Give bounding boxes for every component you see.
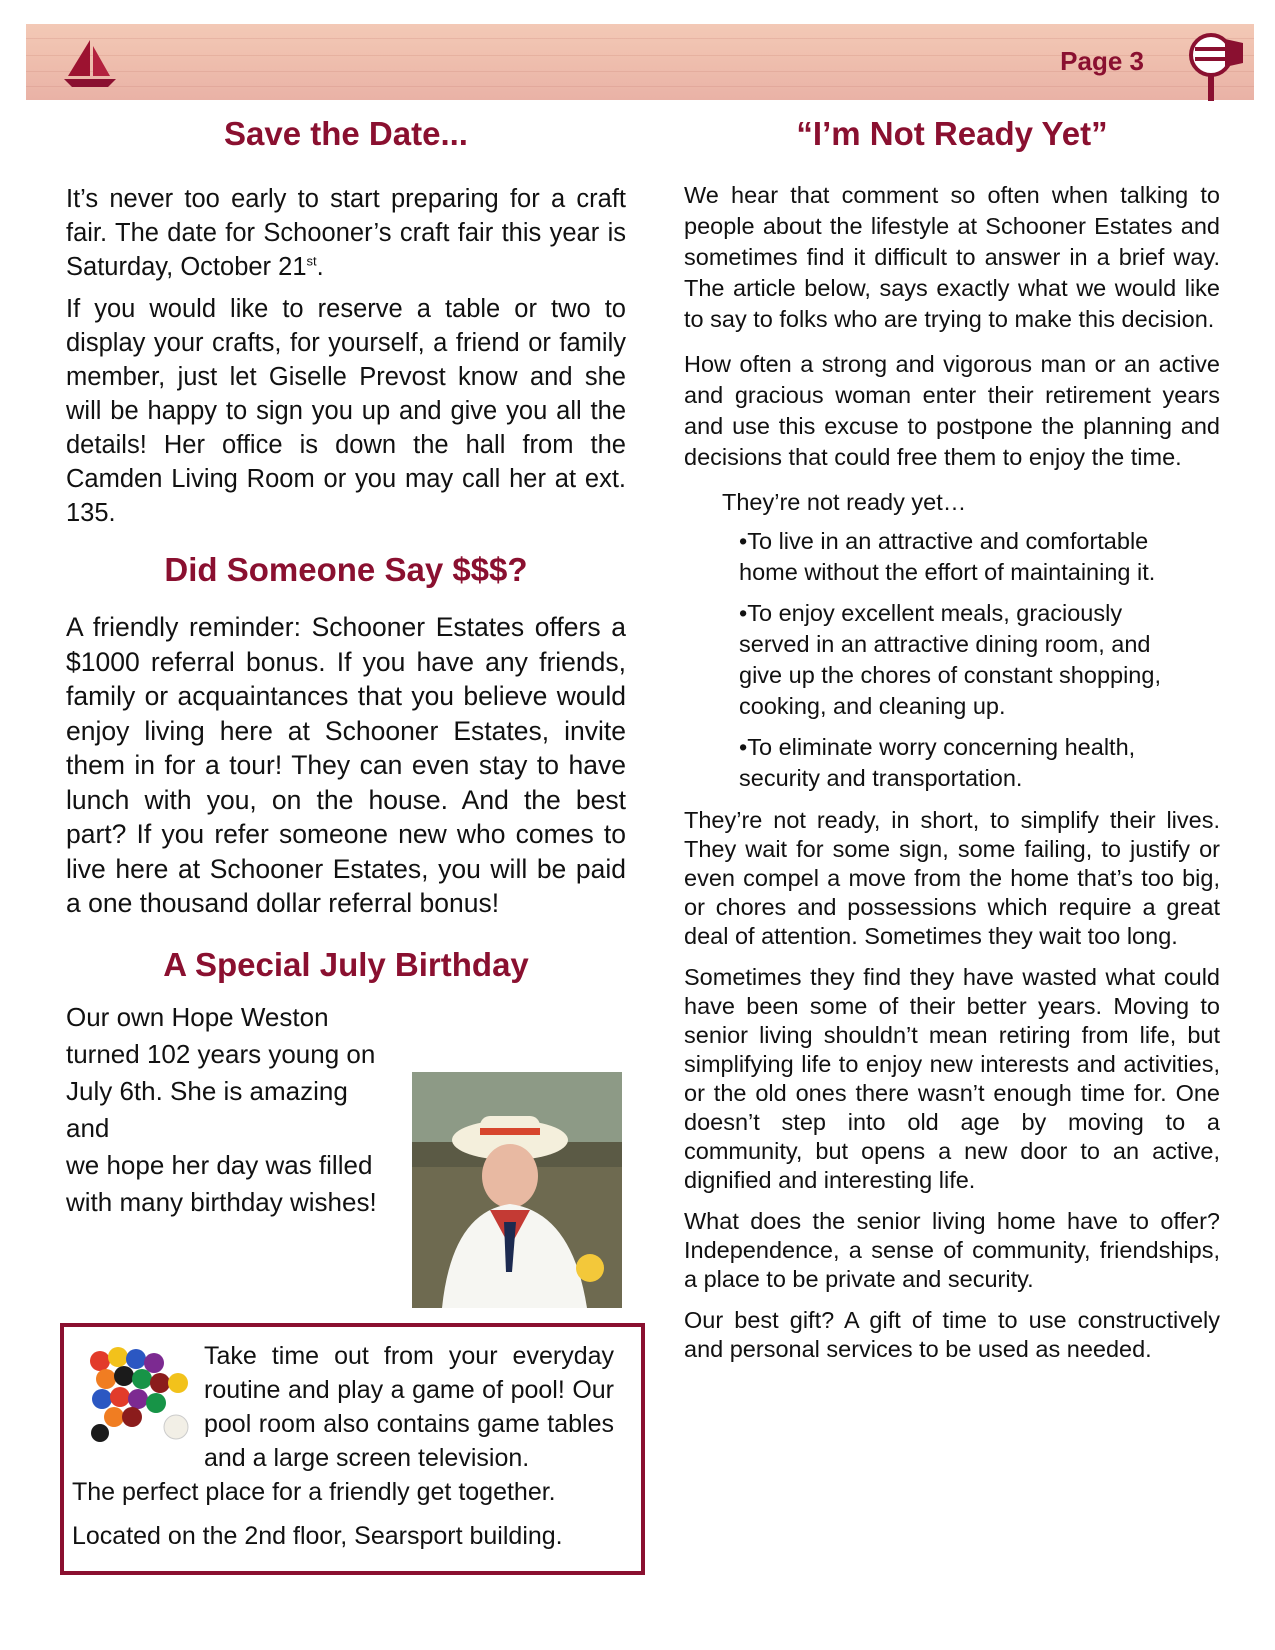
pool-paragraph-2: The perfect place for a friendly get together. (72, 1478, 556, 1506)
birthday-photo (412, 1072, 622, 1308)
pool-room-box (60, 1323, 645, 1575)
not-ready-bullets (739, 526, 1189, 794)
page-number: Page 3 (1060, 46, 1144, 76)
billiard-balls-icon (80, 1343, 200, 1453)
referral-heading: Did Someone Say $$$? (164, 551, 528, 588)
birthday-line: Our own Hope Weston (66, 1001, 329, 1032)
bullet-item: •To enjoy excellent meals, graciously served in an attractive dining room, and give up the chores of constant shopping, cooking, and cleaning up. (739, 600, 1161, 719)
not-ready-paragraph-4: Sometimes they find they have wasted what could have been some of their better years. Moving to senior living shouldn’t mean retiring from life, but simplifying life to enjoy new interests and activities, or the old ones there wasn’t enough time for. One doesn’t step into old age by moving to a community, but opens a new door to an active, dignified and interesting life. (684, 964, 1220, 1193)
referral-paragraph: A friendly reminder: Schooner Estates offers a $1000 referral bonus. If you have any friends, family or acquaintances that you believe would enjoy living here at Schooner Estates, invite them in for a tour! They can even stay to have lunch with you, on the house. And the best part? If you refer someone new who comes to live here at Schooner Estates, you will be paid a one thousand dollar referral bonus! (66, 612, 626, 918)
not-ready-intro: They’re not ready yet… (722, 489, 967, 515)
birthday-line: with many birthday wishes! (66, 1186, 377, 1217)
birthday-line: we hope her day was filled (66, 1149, 373, 1180)
not-ready-yet-heading: “I’m Not Ready Yet” (796, 115, 1108, 152)
pool-paragraph-3: Located on the 2nd floor, Searsport building. (72, 1522, 563, 1550)
birthday-line: July 6th. She is amazing and (66, 1075, 348, 1143)
save-the-date-heading: Save the Date... (224, 115, 468, 152)
save-the-date-paragraph-1 (66, 182, 626, 284)
left-column (66, 112, 626, 1221)
not-ready-paragraph-5: What does the senior living home have to offer? Independence, a sense of community, friendships, a place to be private and security. (684, 1208, 1220, 1292)
birthday-heading: A Special July Birthday (163, 945, 529, 983)
not-ready-paragraph-1: We hear that comment so often when talking to people about the lifestyle at Schooner Estates and sometimes find it difficult to answer in a brief way. The article below, says exactly what we would like to say to folks who are trying to make this decision. (684, 182, 1220, 332)
not-ready-paragraph-6: Our best gift? A gift of time to use constructively and personal services to be used as needed. (684, 1307, 1220, 1362)
sailboat-icon (60, 36, 120, 90)
not-ready-paragraph-3: They’re not ready, in short, to simplify their lives. They wait for some sign, some failing, to justify or even compel a move from the home that’s too big, or chores and possessions which require a great deal of attention. Sometimes they wait too long. (684, 807, 1220, 949)
birthday-text (66, 999, 396, 1221)
lighthouse-icon (1185, 33, 1247, 103)
ordinal-suffix: st (306, 253, 317, 269)
not-ready-paragraph-2: How often a strong and vigorous man or an active and gracious woman enter their retirement years and use this excuse to postpone the planning and decisions that could free them to enjoy the time. (684, 351, 1220, 470)
sentence-end: . (316, 253, 324, 281)
right-column (684, 112, 1220, 1364)
pool-paragraph-1: Take time out from your everyday routine and play a game of pool! Our pool room also contains game tables and a large screen television. (204, 1342, 614, 1472)
bullet-item: •To eliminate worry concerning health, security and transportation. (739, 734, 1136, 791)
birthday-line: turned 102 years young on (66, 1038, 376, 1069)
page-header-banner (26, 24, 1254, 100)
bullet-item: •To live in an attractive and comfortable home without the effort of maintaining it. (739, 528, 1156, 585)
craft-fair-text: It’s never too early to start preparing for a craft fair. The date for Schooner’s craft fair this year is Saturday, October 21 (66, 185, 626, 281)
save-the-date-paragraph-2: If you would like to reserve a table or two to display your crafts, for yourself, a friend or family member, just let Giselle Prevost know and she will be happy to sign you up and give you all the details! Her office is down the hall from the Camden Living Room or you may call her at ext. 135. (66, 295, 626, 527)
